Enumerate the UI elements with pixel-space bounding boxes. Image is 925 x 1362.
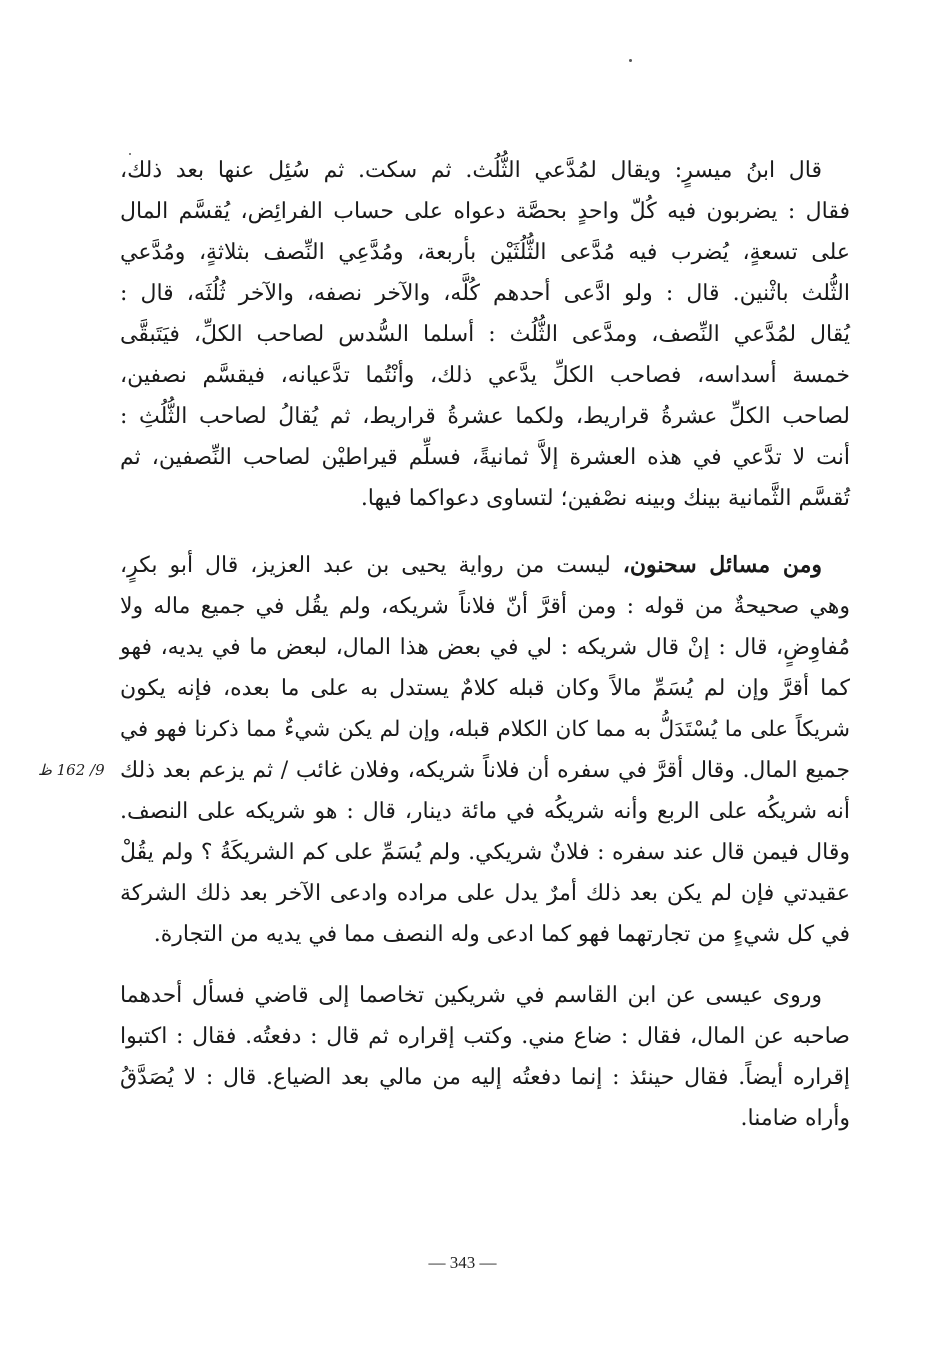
text-line: جميع المال. وقال أقرَّ في سفره أن فلاناً شريكه، وفلان غائب / ثم يزعم بعد ذلك [120,758,850,783]
text-line: أنه شريكُه على الربع وأنه شريكُه في مائة دينار، قال : هو شريكه على النصف. [120,799,850,824]
text-run: ليست من رواية يحيى بن عبد العزيز، قال أبو بكرٍ، [120,553,623,578]
page-number: — 343 — [428,1253,497,1272]
text-line: في كل شيءٍ من تجارتهما فهو كما ادعى وله النصف مما في يديه من التجارة. [153,922,850,947]
text-line: إقراره أيضاً. فقال حينئذ : إنما دفعتُه إليه من مالي بعد الضياع. قال : لا يُصَدَّقُ [120,1065,850,1090]
manuscript-folio-note: 9/ 162 ظ [38,761,105,779]
text-line: على تسعةٍ، يُضرب فيه مُدَّعى الثُّلُثَيْن بأربعة، ومُدَّعِي النِّصف بثلاثةٍ، ومُدَّعي [120,240,850,265]
text-line: مُفاوِضٍ، قال : إنْ قال شريكه : لي في بعض هذا المال، لبعض ما في يديه، فهو [120,635,850,660]
text-line: الثُّلث باثْنين. قال : ولو ادَّعى أحدهم كُلَّه، والآخر نصفه، والآخر ثُلُثَه، قال : [120,281,850,306]
text-line: يُقال لمُدَّعي النِّصف، ومدَّعى الثُّلُث : أسلما السُّدس لصاحب الكلِّ، فيَتَبقَّى [120,322,850,347]
text-line: وقال فيمن قال عند سفره : فلانٌ شريكي. ولم يُسَمِّ على كم الشريكَةُ ؟ ولم يقُلْ [120,840,850,865]
text-line: وروى عيسى عن ابن القاسم في شريكين تخاصما إلى قاضي فسأل أحدهما [120,983,822,1008]
paragraph-3 [120,975,850,1139]
text-line: عقيدتي فإن لم يكن بعد ذلك أمرٌ يدل على مراده وادعى الآخر بعد ذلك الشركة [120,881,850,906]
body-text [120,150,850,1139]
text-line: شريكاً على ما يُسْتَدَلُّ به مما كان الكلام قبله، وإن لم يكن شيءٌ مما ذكرنا فهو في [120,717,850,742]
text-line: كما أقرَّ وإن لم يُسَمِّ مالاً وكان قبله كلامٌ يستدل به على ما بعده، فإنه يكون [120,676,850,701]
text-line: وأراه ضامنا. [740,1106,850,1131]
text-line: فقال : يضربون فيه كُلّ واحدٍ بحصَّة دعواه على حساب الفرائِض، يُقسَّم المال [120,199,850,224]
text-line [120,545,850,586]
paragraph-2 [120,545,850,955]
text-line: صاحبه عن المال، فقال : ضاع مني. وكتب إقراره ثم قال : دفعتُه. فقال : اكتبوا [120,1024,850,1049]
text-line: خمسة أسداسه، فصاحب الكلِّ يدَّعي ذلك، وأنْتُما تدَّعيانه، فيقسَّم نصفين، [120,363,850,388]
section-heading-term: ومن مسائل سحنون، [622,552,822,578]
text-line: أنت لا تدَّعي في هذه العشرة إلاَّ ثمانيةً، فسلِّم قيراطيْن لصاحب النِّصفين، ثم [120,445,850,470]
text-line: لصاحب الكلِّ عشرةُ قراريط، ولكما عشرةُ قراريط، ثم يُقالُ لصاحب الثُّلُثِ : [120,404,850,429]
text-line: وهي صحيحةٌ من قوله : ومن أقرَّ أنّ فلاناً شريكه، ولم يقُل في جميع ماله ولا [120,594,850,619]
scan-speck [629,59,632,62]
text-line: تُقسَّم الثَّمانية بينك وبينه نصْفين؛ لتساوى دعواكما فيها. [360,486,850,511]
paragraph-1 [120,150,850,519]
text-line: قال ابنُ ميسرٍ: ويقال لمُدَّعي الثُّلُث. ثم سكت. ثم سُئِل عنها بعد ذلك، [120,158,822,183]
